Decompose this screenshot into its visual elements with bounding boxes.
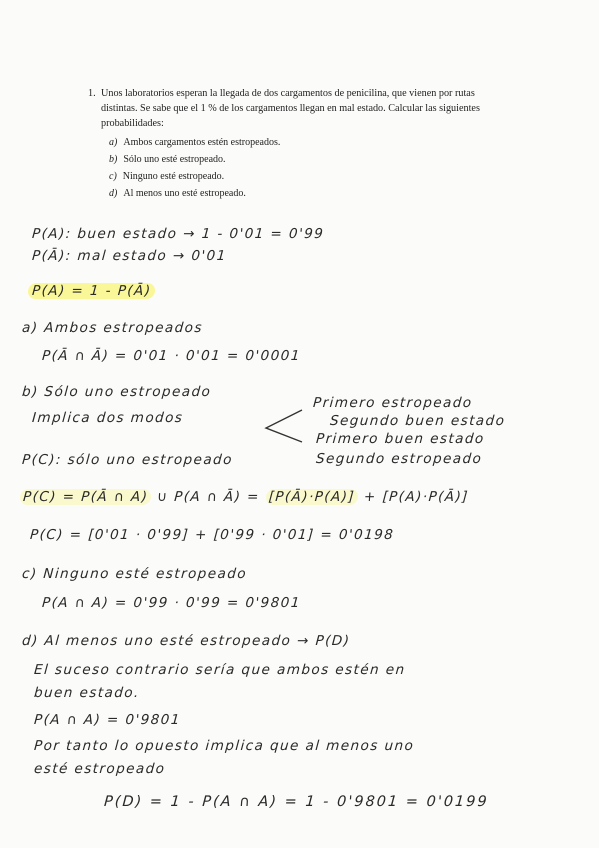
hw-case-1: Primero estropeado <box>312 395 474 411</box>
highlighted-formula: [P(Ā)·P(A)] <box>265 489 359 505</box>
hw-line-answer-a: P(Ā ∩ Ā) = 0'01 · 0'01 = 0'0001 <box>41 348 302 364</box>
hw-line-answer-d: P(D) = 1 - P(A ∩ A) = 1 - 0'9801 = 0'0199 <box>103 794 490 810</box>
list-item <box>109 187 246 202</box>
highlighted-formula: P(A) = 1 - P(Ā) <box>27 283 156 299</box>
problem-statement: Unos laboratorios esperan la llegada de dos cargamentos de penicilina, que vienen por rutas distintas. Se sabe que el 1 % de los cargamentos llegan en mal estado. Calcular las siguientes probabilidades: <box>101 88 480 129</box>
problem-number: 1. <box>88 88 96 99</box>
hw-heading-d: d) Al menos uno esté estropeado → P(D) <box>21 633 351 649</box>
hw-line-two-ways: Implica dos modos <box>31 410 184 426</box>
hw-line-complement <box>27 283 156 299</box>
hw-heading-c: c) Ninguno esté estropeado <box>21 566 248 582</box>
item-text: Sólo uno esté estropeado. <box>123 154 226 165</box>
hw-line-answer-b: P(C) = [0'01 · 0'99] + [0'99 · 0'01] = 0'0198 <box>29 527 395 543</box>
item-text: Ninguno esté estropeado. <box>122 171 225 182</box>
item-label: c) <box>109 171 117 182</box>
hw-line-therefore: Por tanto lo opuesto implica que al menos uno <box>33 738 415 754</box>
list-item <box>109 153 226 168</box>
item-text: Ambos cargamentos estén estropeados. <box>123 137 281 148</box>
hw-line-at-least-one: esté estropeado <box>33 761 166 777</box>
hw-line-complementary-event: El suceso contrario sería que ambos estén en <box>33 662 407 678</box>
hw-line-good-state: buen estado. <box>33 685 141 701</box>
list-item <box>109 170 224 185</box>
item-label: d) <box>109 188 118 199</box>
item-text: Al menos uno esté estropeado. <box>123 188 246 199</box>
formula-part: + [P(A)·P(Ā)] <box>363 489 470 505</box>
hw-line-both-good: P(A ∩ A) = 0'9801 <box>33 712 182 728</box>
angle-bracket-icon <box>262 406 306 446</box>
item-label: b) <box>109 154 118 165</box>
hw-heading-b: b) Sólo uno estropeado <box>21 384 212 400</box>
list-item <box>109 136 280 151</box>
item-label: a) <box>109 137 118 148</box>
hw-case-3: Primero buen estado <box>315 431 486 447</box>
hw-heading-a: a) Ambos estropeados <box>21 320 204 336</box>
hw-line-pc-formula <box>19 489 469 505</box>
highlighted-formula: P(C) = P(Ā ∩ A) <box>19 489 151 505</box>
hw-line-definition-a: P(A): buen estado → 1 - 0'01 = 0'99 <box>31 226 325 242</box>
formula-part: ∪ P(A ∩ Ā) = <box>156 489 261 505</box>
hw-line-answer-c: P(A ∩ A) = 0'99 · 0'99 = 0'9801 <box>41 595 302 611</box>
hw-case-4: Segundo estropeado <box>315 451 483 467</box>
hw-line-pc-def: P(C): sólo uno estropeado <box>21 452 234 468</box>
hw-line-definition-abar: P(Ā): mal estado → 0'01 <box>31 248 228 264</box>
hw-case-2: Segundo buen estado <box>329 413 506 429</box>
